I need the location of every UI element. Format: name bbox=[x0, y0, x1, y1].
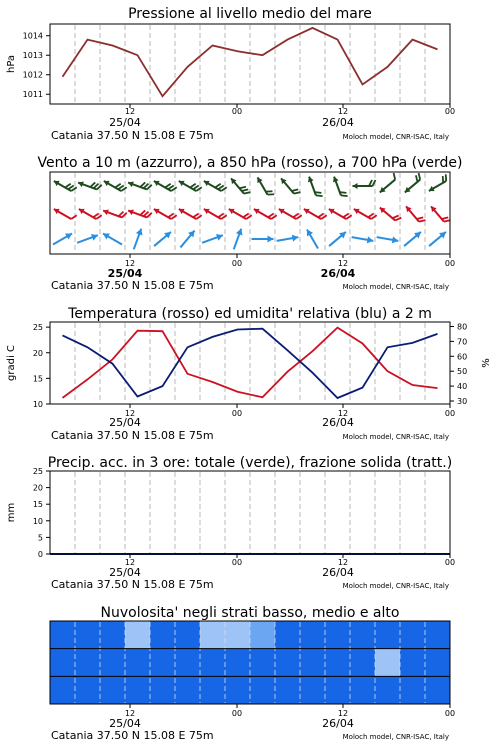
arrow-10m bbox=[202, 234, 223, 243]
barb-feather bbox=[118, 186, 124, 190]
barb-feather bbox=[71, 187, 77, 191]
barb-700hpa bbox=[353, 180, 376, 189]
arrow-10m bbox=[77, 234, 98, 243]
barb-feather bbox=[196, 187, 202, 191]
barb-feather bbox=[316, 195, 323, 196]
cloud-cell bbox=[225, 621, 251, 649]
y-tick-label: 15 bbox=[32, 500, 43, 510]
barb-700hpa bbox=[405, 173, 420, 192]
barb-feather bbox=[221, 215, 227, 219]
cloud-cell bbox=[150, 676, 176, 704]
barb-700hpa bbox=[231, 178, 250, 193]
location-label: Catania 37.50 N 15.08 E 75m bbox=[51, 729, 214, 742]
arrow-10m bbox=[154, 232, 171, 246]
date-label: 26/04 bbox=[320, 267, 356, 280]
cloud-cell bbox=[200, 676, 226, 704]
date-label: 26/04 bbox=[322, 566, 354, 579]
barb-feather bbox=[419, 173, 421, 180]
cloud-cell bbox=[400, 649, 426, 677]
model-credit: Moloch model, CNR-ISAC, Italy bbox=[342, 133, 449, 141]
barb-feather bbox=[239, 187, 246, 189]
barb-feather bbox=[293, 214, 299, 218]
barb-feather bbox=[171, 187, 177, 191]
cloud-cell bbox=[325, 649, 351, 677]
barb-850hpa bbox=[179, 209, 202, 219]
barb-feather bbox=[444, 220, 451, 222]
y-axis-label: hPa bbox=[6, 54, 17, 74]
barb-700hpa bbox=[179, 181, 202, 191]
barb-feather bbox=[419, 220, 426, 222]
barb-feather bbox=[416, 175, 418, 182]
barb-feather bbox=[292, 189, 299, 191]
arrow-head bbox=[268, 236, 274, 243]
panel-title: Temperatura (rosso) ed umidita' relativa (blu) a 2 m bbox=[68, 306, 432, 322]
location-label: Catania 37.50 N 15.08 E 75m bbox=[51, 578, 214, 591]
barb-700hpa bbox=[281, 178, 300, 193]
y-tick-label: 25 bbox=[32, 467, 43, 476]
arrow-10m bbox=[277, 235, 299, 242]
barb-feather bbox=[215, 184, 221, 188]
cloud-cell bbox=[325, 676, 351, 704]
y-tick-label: 10 bbox=[32, 516, 43, 526]
barb-850hpa bbox=[406, 206, 425, 221]
cloud-cell bbox=[125, 676, 151, 704]
barb-700hpa bbox=[429, 174, 446, 191]
x-tick-label: 00 bbox=[444, 259, 456, 268]
barb-feather bbox=[190, 184, 196, 188]
panel-title: Precip. acc. in 3 ore: totale (verde), frazione solida (tratt.) bbox=[47, 455, 453, 471]
cloud-cell bbox=[150, 649, 176, 677]
cloud-cell bbox=[350, 676, 376, 704]
model-credit: Moloch model, CNR-ISAC, Italy bbox=[342, 582, 449, 590]
barb-feather bbox=[315, 192, 322, 193]
barb-feather bbox=[193, 214, 199, 218]
y-tick-label: 1013 bbox=[22, 51, 43, 61]
x-tick-label: 12 bbox=[124, 709, 136, 718]
cloud-cell bbox=[350, 621, 376, 649]
x-tick-label: 00 bbox=[231, 259, 243, 268]
barb-850hpa bbox=[304, 209, 327, 219]
x-tick-label: 12 bbox=[337, 259, 349, 268]
cloud-cell bbox=[50, 649, 76, 677]
barb-feather bbox=[171, 215, 177, 219]
date-label: 25/04 bbox=[109, 116, 141, 129]
barb-feather bbox=[168, 186, 174, 190]
barb-feather bbox=[294, 192, 301, 194]
arrow-10m bbox=[404, 232, 421, 246]
y-tick-label: 1012 bbox=[22, 70, 43, 80]
y-tick-label-right: 30 bbox=[457, 397, 468, 407]
date-label: 26/04 bbox=[322, 116, 354, 129]
barb-feather bbox=[96, 215, 102, 219]
y-tick-label: 25 bbox=[32, 323, 43, 333]
barb-feather bbox=[243, 214, 249, 218]
cloud-cell bbox=[200, 621, 226, 649]
x-tick-label: 00 bbox=[444, 107, 456, 116]
cloud-cell bbox=[75, 649, 101, 677]
location-label: Catania 37.50 N 15.08 E 75m bbox=[51, 429, 214, 442]
barb-head bbox=[353, 183, 358, 189]
cloud-cell bbox=[50, 676, 76, 704]
barb-700hpa bbox=[154, 181, 177, 191]
barb-feather bbox=[65, 184, 71, 188]
arrow-10m bbox=[377, 236, 399, 243]
barb-700hpa bbox=[54, 181, 77, 191]
panel-title: Vento a 10 m (azzurro), a 850 hPa (rosso), a 700 hPa (verde) bbox=[37, 155, 463, 171]
y-tick-label-right: 60 bbox=[457, 352, 468, 362]
barb-feather bbox=[417, 217, 424, 219]
cloud-cell bbox=[350, 649, 376, 677]
arrow-10m bbox=[134, 229, 143, 250]
cloud-cell bbox=[125, 649, 151, 677]
arrow-10m bbox=[429, 232, 446, 246]
location-label: Catania 37.50 N 15.08 E 75m bbox=[51, 129, 214, 142]
barb-feather bbox=[246, 215, 252, 219]
location-label: Catania 37.50 N 15.08 E 75m bbox=[51, 279, 214, 292]
barb-feather bbox=[321, 215, 327, 219]
x-tick-label: 12 bbox=[124, 409, 136, 418]
barb-feather bbox=[165, 184, 171, 188]
cloud-cell bbox=[325, 621, 351, 649]
barb-feather bbox=[196, 215, 202, 219]
cloud-cell bbox=[100, 649, 126, 677]
cloud-cell bbox=[175, 621, 201, 649]
y-tick-label: 20 bbox=[32, 483, 43, 493]
x-tick-label: 00 bbox=[444, 709, 456, 718]
cloud-cell bbox=[175, 676, 201, 704]
barb-feather bbox=[221, 187, 227, 191]
barb-feather bbox=[268, 214, 274, 218]
barb-850hpa bbox=[128, 209, 152, 217]
barb-feather bbox=[343, 214, 349, 218]
barb-700hpa bbox=[78, 181, 102, 189]
barb-700hpa bbox=[104, 181, 127, 191]
cloud-cell bbox=[125, 621, 151, 649]
cloud-cell bbox=[150, 621, 176, 649]
barb-feather bbox=[442, 217, 449, 219]
date-label: 26/04 bbox=[322, 717, 354, 730]
barb-feather bbox=[218, 186, 224, 190]
barb-feather bbox=[371, 215, 377, 219]
barb-850hpa bbox=[229, 209, 252, 219]
x-tick-label: 00 bbox=[231, 409, 243, 418]
barb-feather bbox=[341, 195, 348, 196]
x-tick-label: 12 bbox=[124, 107, 136, 116]
x-tick-label: 00 bbox=[444, 558, 456, 567]
y-tick-label: 1011 bbox=[22, 90, 43, 100]
arrow-10m bbox=[53, 233, 72, 244]
date-label: 25/04 bbox=[109, 566, 141, 579]
x-tick-label: 00 bbox=[231, 107, 243, 116]
cloud-cell bbox=[275, 621, 301, 649]
cloud-cell bbox=[300, 676, 326, 704]
arrow-10m bbox=[252, 236, 274, 243]
arrow-10m bbox=[352, 236, 374, 243]
barb-feather bbox=[395, 218, 401, 221]
barb-700hpa bbox=[308, 177, 323, 197]
date-label: 25/04 bbox=[109, 416, 141, 429]
cloud-cell bbox=[300, 621, 326, 649]
cloud-cell bbox=[175, 649, 201, 677]
barb-feather bbox=[368, 214, 374, 218]
cloud-cell bbox=[375, 649, 401, 677]
barb-feather bbox=[218, 214, 224, 218]
cloud-cell bbox=[250, 649, 276, 677]
barb-850hpa bbox=[329, 209, 352, 219]
barb-850hpa bbox=[79, 209, 102, 219]
cloud-cell bbox=[375, 676, 401, 704]
y-tick-label: 10 bbox=[32, 400, 43, 409]
model-credit: Moloch model, CNR-ISAC, Italy bbox=[342, 733, 449, 741]
x-tick-label: 00 bbox=[231, 558, 243, 567]
arrow-10m bbox=[329, 232, 346, 246]
x-tick-label: 12 bbox=[337, 558, 349, 567]
cloud-cell bbox=[200, 649, 226, 677]
barb-feather bbox=[318, 214, 324, 218]
y-tick-label-right: 50 bbox=[457, 367, 468, 377]
barb-feather bbox=[115, 184, 121, 188]
barb-850hpa bbox=[103, 209, 127, 217]
x-tick-label: 00 bbox=[231, 709, 243, 718]
barb-feather bbox=[392, 216, 398, 219]
cloud-cell bbox=[100, 621, 126, 649]
panel-title: Pressione al livello medio del mare bbox=[128, 6, 372, 22]
barb-850hpa bbox=[254, 209, 277, 219]
arrow-10m bbox=[307, 229, 318, 248]
cloud-cell bbox=[250, 676, 276, 704]
barb-850hpa bbox=[279, 209, 302, 219]
x-tick-label: 12 bbox=[124, 259, 136, 268]
cloud-cell bbox=[400, 676, 426, 704]
barb-850hpa bbox=[54, 209, 77, 219]
y-tick-label: 1014 bbox=[22, 31, 43, 41]
arrow-10m bbox=[180, 231, 194, 248]
barb-feather bbox=[271, 215, 277, 219]
y-tick-label-right: 80 bbox=[457, 322, 468, 332]
barb-feather bbox=[340, 192, 347, 193]
cloud-cell bbox=[75, 676, 101, 704]
cloud-cell bbox=[75, 621, 101, 649]
barb-feather bbox=[296, 215, 302, 219]
arrow-10m bbox=[234, 229, 243, 250]
y-axis-label: gradi C bbox=[6, 345, 17, 381]
cloud-cell bbox=[275, 649, 301, 677]
cloud-cell bbox=[425, 621, 451, 649]
barb-700hpa bbox=[380, 173, 395, 192]
date-label: 25/04 bbox=[109, 717, 141, 730]
cloud-cell bbox=[50, 621, 76, 649]
cloud-cell bbox=[225, 676, 251, 704]
model-credit: Moloch model, CNR-ISAC, Italy bbox=[342, 433, 449, 441]
x-tick-label: 12 bbox=[337, 107, 349, 116]
cloud-cell bbox=[250, 621, 276, 649]
barb-850hpa bbox=[380, 208, 401, 221]
cloud-cell bbox=[425, 649, 451, 677]
cloud-cell bbox=[225, 649, 251, 677]
x-tick-label: 00 bbox=[444, 409, 456, 418]
barb-700hpa bbox=[204, 181, 227, 191]
x-tick-label: 12 bbox=[337, 709, 349, 718]
barb-700hpa bbox=[128, 181, 152, 189]
y-tick-label-right: 70 bbox=[457, 337, 468, 347]
date-label: 25/04 bbox=[107, 267, 143, 280]
arrow-10m bbox=[103, 233, 122, 244]
model-credit: Moloch model, CNR-ISAC, Italy bbox=[342, 283, 449, 291]
barb-feather bbox=[346, 215, 352, 219]
cloud-cell bbox=[400, 621, 426, 649]
cloud-cell bbox=[300, 649, 326, 677]
barb-feather bbox=[93, 214, 99, 218]
y-tick-label: 5 bbox=[37, 533, 43, 543]
y-tick-label-right: 40 bbox=[457, 382, 468, 392]
y-tick-label: 20 bbox=[32, 348, 43, 358]
x-tick-label: 12 bbox=[124, 558, 136, 567]
barb-feather bbox=[121, 187, 127, 191]
barb-feather bbox=[394, 173, 396, 180]
y-axis-label-right: % bbox=[481, 358, 492, 368]
y-axis-label: mm bbox=[6, 502, 17, 523]
barb-700hpa bbox=[257, 177, 274, 194]
barb-feather bbox=[168, 214, 174, 218]
y-tick-label: 0 bbox=[37, 550, 43, 559]
barb-850hpa bbox=[204, 209, 227, 219]
y-tick-label: 15 bbox=[32, 374, 43, 384]
barb-850hpa bbox=[431, 206, 450, 221]
date-label: 26/04 bbox=[322, 416, 354, 429]
barb-feather bbox=[68, 186, 74, 190]
cloud-cell bbox=[275, 676, 301, 704]
barb-feather bbox=[193, 186, 199, 190]
cloud-cell bbox=[375, 621, 401, 649]
barb-850hpa bbox=[154, 209, 177, 219]
barb-feather bbox=[242, 189, 249, 191]
panel-title: Nuvolosita' negli strati basso, medio e alto bbox=[100, 605, 400, 621]
barb-feather bbox=[71, 215, 77, 219]
barb-850hpa bbox=[354, 209, 377, 219]
cloud-cell bbox=[100, 676, 126, 704]
x-tick-label: 12 bbox=[337, 409, 349, 418]
barb-700hpa bbox=[333, 177, 348, 197]
cloud-cell bbox=[425, 676, 451, 704]
barb-feather bbox=[244, 192, 251, 194]
